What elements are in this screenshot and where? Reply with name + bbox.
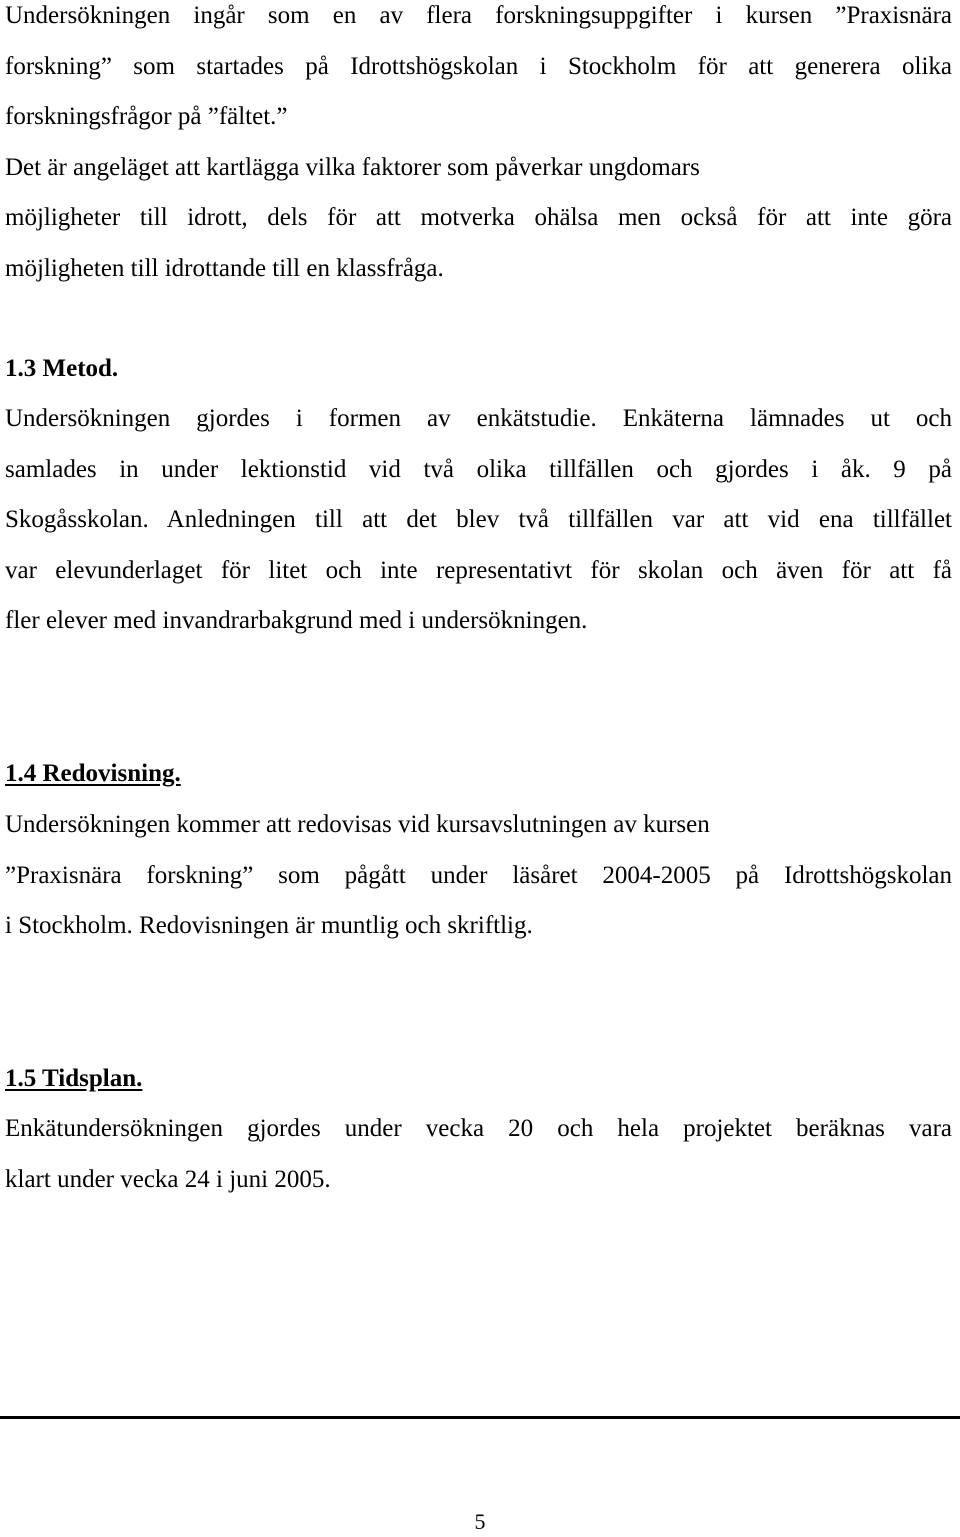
section-heading-metod: 1.3 Metod. <box>5 355 119 382</box>
text-line: Det är angeläget att kartlägga vilka faktorer som påverkar ungdomars <box>5 153 700 181</box>
text-line: möjligheten till idrottande till en klassfråga. <box>5 254 444 282</box>
text-line: Undersökningen ingår som en av flera forskningsuppgifter i kursen ”Praxisnära <box>5 2 952 29</box>
metod-paragraph <box>5 394 952 647</box>
text-line: Undersökningen gjordes i formen av enkätstudie. Enkäterna lämnades ut och <box>5 405 952 432</box>
section-heading-redovisning: 1.4 Redovisning. <box>5 760 181 787</box>
redovisning-paragraph <box>5 800 952 952</box>
text-line: Enkätundersökningen gjordes under vecka 20 och hela projektet beräknas vara <box>5 1115 952 1142</box>
tidsplan-paragraph <box>5 1104 952 1205</box>
text-line: fler elever med invandrarbakgrund med i undersökningen. <box>5 607 588 635</box>
text-line: forskningsfrågor på ”fältet.” <box>5 103 288 131</box>
text-line: forskning” som startades på Idrottshögskolan i Stockholm för att generera olika <box>5 52 952 80</box>
page-number: 5 <box>474 1509 486 1534</box>
text-line: var elevunderlaget för litet och inte representativt för skolan och även för att få <box>5 556 952 584</box>
text-line: möjligheter till idrott, dels för att motverka ohälsa men också för att inte göra <box>5 204 952 232</box>
text-line: samlades in under lektionstid vid två olika tillfällen och gjordes i åk. 9 på <box>5 455 952 483</box>
intro-paragraph <box>5 0 952 295</box>
text-line: i Stockholm. Redovisningen är muntlig och skriftlig. <box>5 912 533 940</box>
text-line: Undersökningen kommer att redovisas vid kursavslutningen av kursen <box>5 811 710 838</box>
text-line: Skogåsskolan. Anledningen till att det blev två tillfällen var att vid ena tillfället <box>5 506 952 534</box>
text-line: klart under vecka 24 i juni 2005. <box>5 1165 331 1193</box>
text-line: ”Praxisnära forskning” som pågått under läsåret 2004-2005 på Idrottshögskolan <box>5 861 952 889</box>
section-heading-tidsplan: 1.5 Tidsplan. <box>5 1065 143 1092</box>
footer-divider <box>0 1416 960 1419</box>
